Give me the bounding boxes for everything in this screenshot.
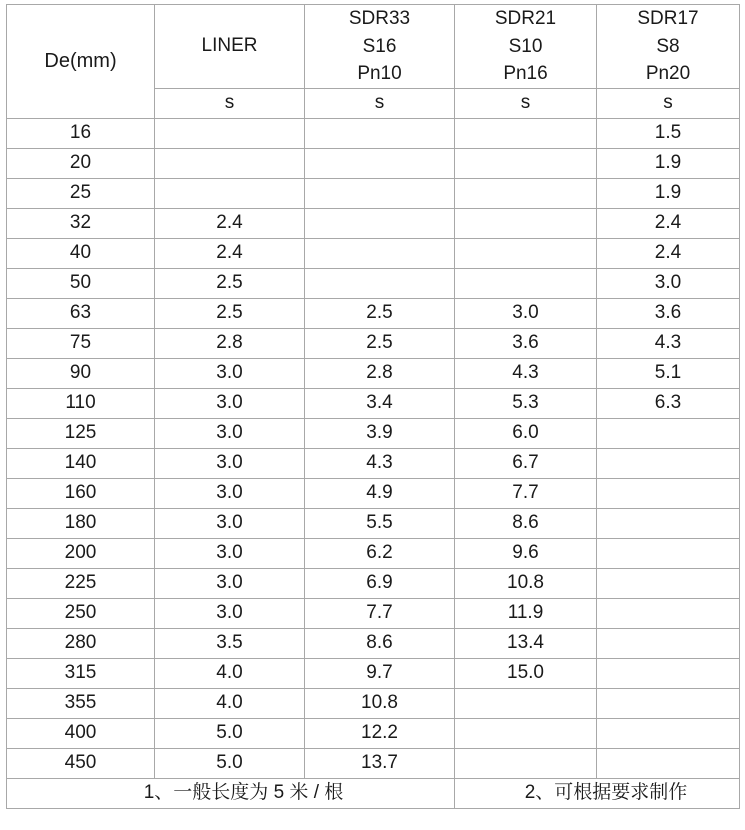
- cell-liner: 3.5: [155, 628, 305, 658]
- cell-de: 400: [7, 718, 155, 748]
- table-row: [7, 628, 740, 658]
- column-header-sdr21-line2: S10: [508, 35, 543, 57]
- cell-de: 63: [7, 298, 155, 328]
- cell-sdr17: 3.6: [597, 298, 740, 328]
- cell-liner: 3.0: [155, 448, 305, 478]
- table-row: [7, 718, 740, 748]
- cell-sdr17: [597, 478, 740, 508]
- cell-sdr33: 13.7: [305, 748, 455, 778]
- cell-sdr21: 6.0: [455, 418, 597, 448]
- cell-sdr21: [455, 238, 597, 268]
- cell-sdr17: 1.9: [597, 148, 740, 178]
- cell-de: 355: [7, 688, 155, 718]
- cell-sdr17: [597, 508, 740, 538]
- cell-sdr21: 7.7: [455, 478, 597, 508]
- table-row: [7, 508, 740, 538]
- column-subheader-liner: s: [155, 88, 305, 118]
- cell-sdr21: 13.4: [455, 628, 597, 658]
- cell-de: 140: [7, 448, 155, 478]
- table-notes-row: [7, 778, 740, 808]
- cell-sdr17: [597, 718, 740, 748]
- table-row: [7, 268, 740, 298]
- cell-liner: 3.0: [155, 508, 305, 538]
- cell-liner: 4.0: [155, 688, 305, 718]
- cell-sdr17: [597, 448, 740, 478]
- cell-de: 75: [7, 328, 155, 358]
- column-subheader-sdr33: s: [305, 88, 455, 118]
- cell-liner: 2.5: [155, 268, 305, 298]
- column-subheader-sdr17: s: [597, 88, 740, 118]
- cell-liner: 3.0: [155, 478, 305, 508]
- cell-sdr17: [597, 538, 740, 568]
- cell-de: 280: [7, 628, 155, 658]
- cell-sdr21: [455, 718, 597, 748]
- cell-sdr21: [455, 148, 597, 178]
- cell-sdr33: [305, 268, 455, 298]
- cell-liner: 3.0: [155, 358, 305, 388]
- cell-sdr21: [455, 178, 597, 208]
- cell-sdr33: 2.5: [305, 298, 455, 328]
- cell-sdr33: 3.9: [305, 418, 455, 448]
- table-row: [7, 418, 740, 448]
- table-row: [7, 298, 740, 328]
- cell-sdr33: 4.9: [305, 478, 455, 508]
- cell-de: 250: [7, 598, 155, 628]
- column-header-de: De(mm): [7, 5, 155, 119]
- cell-liner: 5.0: [155, 718, 305, 748]
- cell-sdr21: 6.7: [455, 448, 597, 478]
- cell-sdr21: [455, 748, 597, 778]
- table-row: [7, 448, 740, 478]
- cell-sdr21: 11.9: [455, 598, 597, 628]
- cell-liner: 3.0: [155, 418, 305, 448]
- cell-de: 90: [7, 358, 155, 388]
- cell-sdr17: 6.3: [597, 388, 740, 418]
- cell-sdr21: [455, 208, 597, 238]
- cell-de: 200: [7, 538, 155, 568]
- table-row: [7, 118, 740, 148]
- cell-liner: 5.0: [155, 748, 305, 778]
- cell-de: 225: [7, 568, 155, 598]
- table-row: [7, 328, 740, 358]
- column-header-sdr33: [305, 5, 455, 89]
- cell-sdr17: [597, 688, 740, 718]
- table-row: [7, 748, 740, 778]
- note-length: 1、一般长度为 5 米 / 根: [7, 778, 455, 808]
- cell-liner: [155, 148, 305, 178]
- cell-de: 110: [7, 388, 155, 418]
- cell-de: 20: [7, 148, 155, 178]
- cell-sdr17: 1.9: [597, 178, 740, 208]
- table-row: [7, 658, 740, 688]
- cell-sdr21: [455, 118, 597, 148]
- cell-de: 125: [7, 418, 155, 448]
- cell-de: 40: [7, 238, 155, 268]
- table-row: [7, 388, 740, 418]
- table-row: [7, 358, 740, 388]
- cell-de: 315: [7, 658, 155, 688]
- cell-sdr21: 8.6: [455, 508, 597, 538]
- table-row: [7, 238, 740, 268]
- cell-sdr33: 12.2: [305, 718, 455, 748]
- note-custom: 2、可根据要求制作: [455, 778, 740, 808]
- cell-sdr21: 3.6: [455, 328, 597, 358]
- cell-liner: [155, 118, 305, 148]
- column-header-sdr17: [597, 5, 740, 89]
- column-subheader-sdr21: s: [455, 88, 597, 118]
- cell-sdr33: [305, 208, 455, 238]
- cell-sdr33: 6.9: [305, 568, 455, 598]
- cell-sdr33: 3.4: [305, 388, 455, 418]
- cell-sdr33: [305, 148, 455, 178]
- cell-sdr21: 4.3: [455, 358, 597, 388]
- table-header-row-main: [7, 5, 740, 89]
- cell-sdr21: [455, 268, 597, 298]
- cell-sdr21: [455, 688, 597, 718]
- table-row: [7, 148, 740, 178]
- table-body: [7, 118, 740, 808]
- column-header-sdr33-line3: Pn10: [357, 63, 402, 85]
- cell-sdr17: [597, 658, 740, 688]
- column-header-sdr21: [455, 5, 597, 89]
- cell-sdr33: 9.7: [305, 658, 455, 688]
- cell-sdr33: [305, 178, 455, 208]
- cell-sdr17: 2.4: [597, 208, 740, 238]
- cell-de: 50: [7, 268, 155, 298]
- cell-sdr17: [597, 748, 740, 778]
- cell-sdr21: 5.3: [455, 388, 597, 418]
- table-row: [7, 208, 740, 238]
- cell-sdr33: 8.6: [305, 628, 455, 658]
- cell-sdr33: 2.8: [305, 358, 455, 388]
- column-header-sdr17-line2: S8: [656, 35, 680, 57]
- column-header-liner: LINER: [155, 5, 305, 89]
- table-row: [7, 178, 740, 208]
- cell-liner: [155, 178, 305, 208]
- cell-de: 32: [7, 208, 155, 238]
- cell-sdr33: 5.5: [305, 508, 455, 538]
- cell-liner: 3.0: [155, 598, 305, 628]
- table-row: [7, 538, 740, 568]
- cell-liner: 2.5: [155, 298, 305, 328]
- cell-sdr17: 1.5: [597, 118, 740, 148]
- cell-sdr17: 2.4: [597, 238, 740, 268]
- column-header-sdr21-line3: Pn16: [503, 63, 548, 85]
- cell-sdr17: 5.1: [597, 358, 740, 388]
- cell-sdr17: [597, 598, 740, 628]
- cell-de: 180: [7, 508, 155, 538]
- column-header-sdr17-line1: SDR17: [637, 8, 699, 29]
- table-row: [7, 688, 740, 718]
- cell-sdr17: [597, 568, 740, 598]
- cell-sdr33: 4.3: [305, 448, 455, 478]
- pipe-dimension-table: [6, 4, 740, 809]
- cell-sdr33: 2.5: [305, 328, 455, 358]
- cell-sdr33: [305, 238, 455, 268]
- cell-de: 25: [7, 178, 155, 208]
- cell-de: 450: [7, 748, 155, 778]
- cell-liner: 4.0: [155, 658, 305, 688]
- cell-liner: 2.4: [155, 238, 305, 268]
- cell-sdr33: 6.2: [305, 538, 455, 568]
- cell-sdr33: 7.7: [305, 598, 455, 628]
- cell-liner: 3.0: [155, 388, 305, 418]
- cell-de: 160: [7, 478, 155, 508]
- cell-sdr17: 4.3: [597, 328, 740, 358]
- table-header: [7, 5, 740, 119]
- cell-liner: 2.8: [155, 328, 305, 358]
- cell-sdr33: [305, 118, 455, 148]
- cell-sdr21: 9.6: [455, 538, 597, 568]
- cell-liner: 2.4: [155, 208, 305, 238]
- column-header-sdr21-line1: SDR21: [494, 8, 557, 29]
- cell-liner: 3.0: [155, 568, 305, 598]
- cell-de: 16: [7, 118, 155, 148]
- column-header-sdr33-line1: SDR33: [348, 8, 411, 29]
- cell-sdr33: 10.8: [305, 688, 455, 718]
- table-row: [7, 598, 740, 628]
- table-row: [7, 478, 740, 508]
- column-header-sdr33-line2: S16: [362, 35, 397, 57]
- cell-sdr17: [597, 628, 740, 658]
- column-header-sdr17-line3: Pn20: [645, 63, 691, 85]
- cell-sdr17: [597, 418, 740, 448]
- cell-sdr21: 3.0: [455, 298, 597, 328]
- cell-sdr21: 15.0: [455, 658, 597, 688]
- cell-liner: 3.0: [155, 538, 305, 568]
- cell-sdr17: 3.0: [597, 268, 740, 298]
- table-row: [7, 568, 740, 598]
- cell-sdr21: 10.8: [455, 568, 597, 598]
